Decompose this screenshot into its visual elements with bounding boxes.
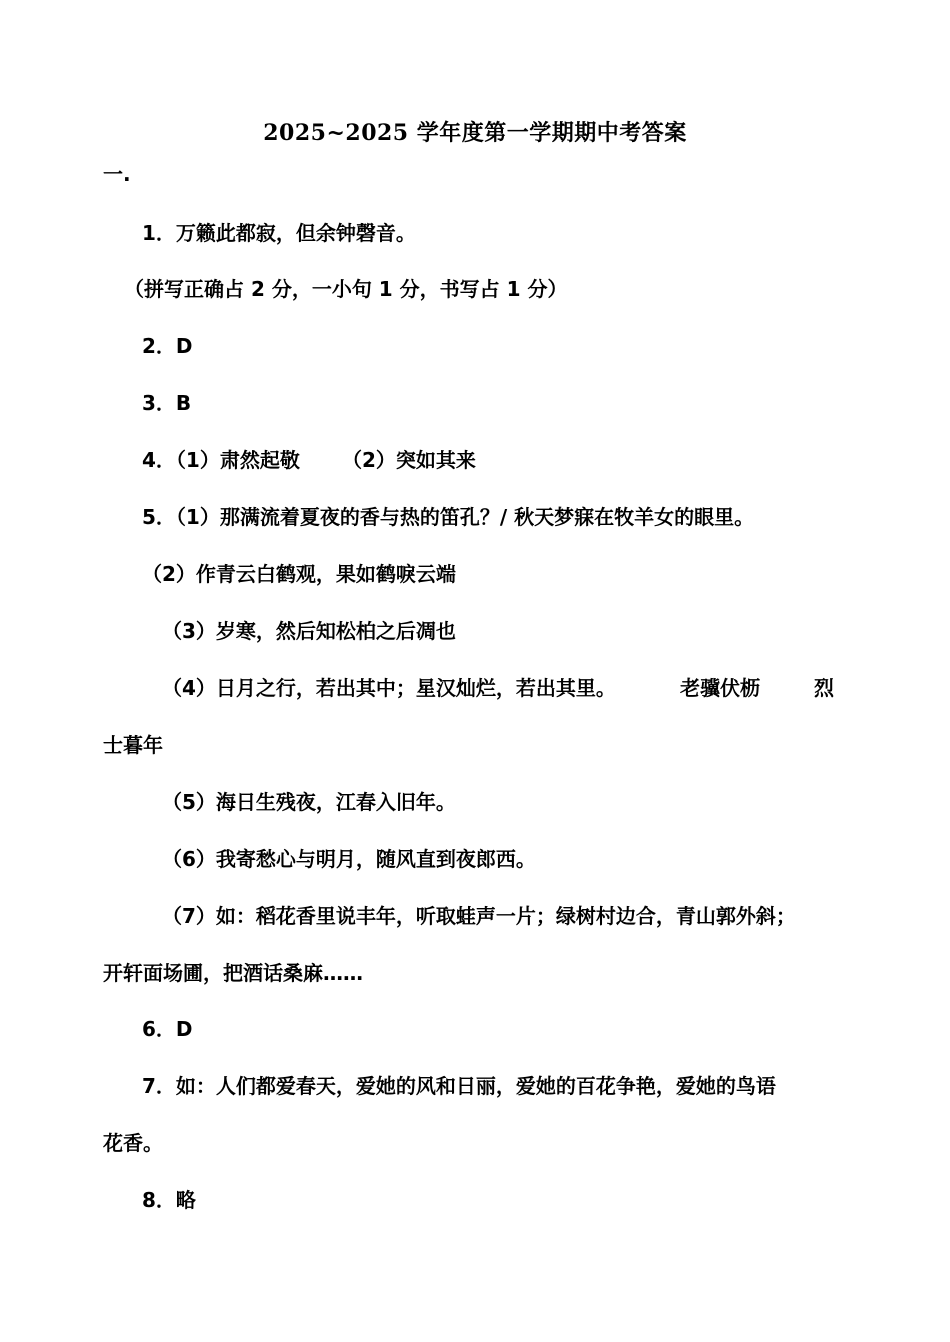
- answer-q5-1: 5．（1）那满流着夏夜的香与热的笛孔？/ 秋天梦寐在牧羊女的眼里。: [142, 505, 755, 529]
- answer-q4-part2: （2）突如其来: [342, 448, 476, 472]
- answer-q5-4: （4）日月之行，若出其中；星汉灿烂，若出其里。: [162, 676, 616, 700]
- answer-q7: 7．如：人们都爱春天，爱她的风和日丽，爱她的百花争艳，爱她的鸟语: [142, 1074, 776, 1098]
- answer-q5-6: （6）我寄愁心与明月，随风直到夜郎西。: [162, 847, 536, 871]
- answer-q4-part1: 4．（1）肃然起敬: [142, 448, 300, 472]
- answer-q5-3: （3）岁寒，然后知松柏之后凋也: [162, 619, 456, 643]
- answer-q8: 8．略: [142, 1188, 196, 1212]
- answer-q5-4-extra-start: 烈: [814, 676, 834, 700]
- answer-q7-continued: 花香。: [103, 1131, 163, 1155]
- answer-q5-7: （7）如：稻花香里说丰年，听取蛙声一片；绿树村边合，青山郭外斜；: [162, 904, 796, 928]
- document-title: 2025~2025 学年度第一学期期中考答案: [263, 120, 687, 146]
- answer-q5-5: （5）海日生残夜，江春入旧年。: [162, 790, 456, 814]
- answer-q5-7-continued: 开轩面场圃，把酒话桑麻……: [103, 961, 363, 985]
- section-heading: 一.: [103, 162, 131, 186]
- answer-q3: 3．B: [142, 391, 192, 415]
- answer-q5-2: （2）作青云白鹤观，果如鹤唳云端: [142, 562, 456, 586]
- answer-q1-scoring-note: （拼写正确占 2 分，一小句 1 分，书写占 1 分）: [124, 277, 568, 301]
- answer-q5-4-extra-continued: 士暮年: [103, 733, 163, 757]
- answer-q1: 1．万籁此都寂，但余钟磬音。: [142, 221, 416, 245]
- answer-q5-4-extra: 老骥伏枥: [680, 676, 760, 700]
- answer-q2: 2．D: [142, 334, 193, 358]
- answer-q6: 6．D: [142, 1017, 193, 1041]
